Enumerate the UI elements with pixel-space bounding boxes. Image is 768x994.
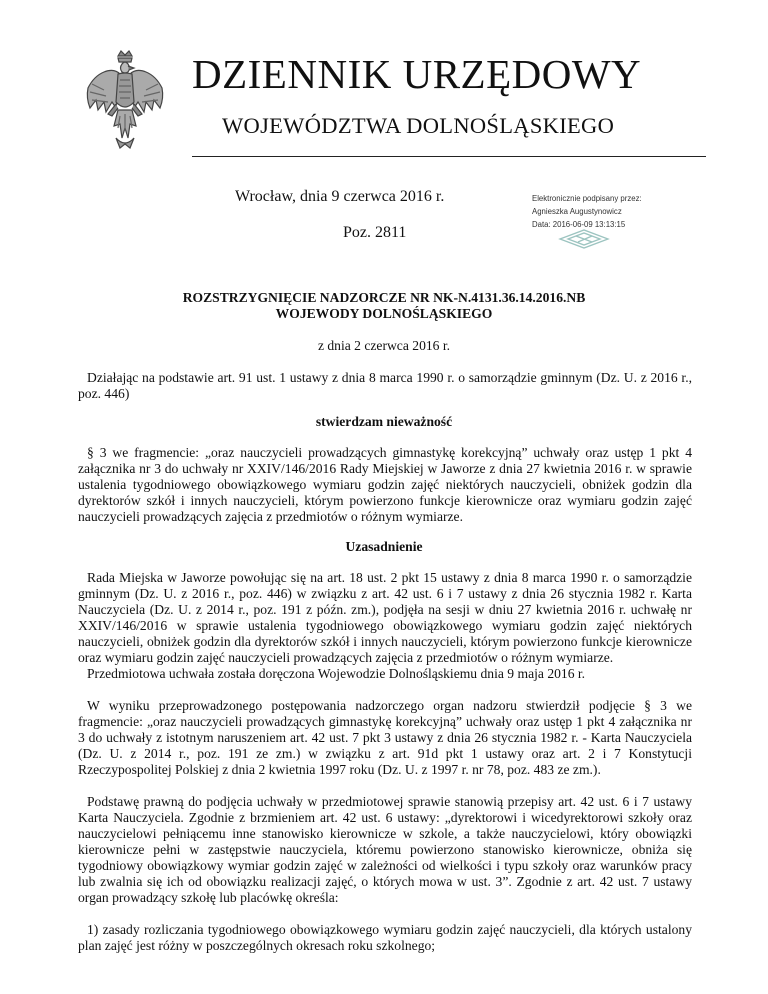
journal-title: DZIENNIK URZĘDOWY xyxy=(192,51,642,97)
document-title-line-2: WOJEWODY DOLNOŚLĄSKIEGO xyxy=(275,306,493,321)
header-divider xyxy=(192,156,706,157)
position-number: Poz. 2811 xyxy=(343,224,407,241)
document-date: z dnia 2 czerwca 2016 r. xyxy=(317,338,451,353)
document-title-line-1: ROZSTRZYGNIĘCIE NADZORCZE NR NK-N.4131.36.14.2016.NB xyxy=(182,290,586,305)
signature-date: Data: 2016-06-09 13:13:15 xyxy=(532,220,626,229)
electronic-signature-block xyxy=(532,192,642,231)
signature-verification-icon xyxy=(556,228,612,250)
decision-paragraph: § 3 we fragmencie: „oraz nauczycieli prowadzących gimnastykę korekcyjną” uchwały oraz ustęp 1 pkt 4 załącznika nr 3 do uchwały nr XXIV/146/2016 Rady Miejskiej w Jaworze z dnia 27 kwietnia 2016 r. w sprawie ustalenia tygodniowego obowiązkowego wymiaru godzin zajęć niektórych nauczycieli, obniżek godzin dla dyrektorów szkół i innych nauczycieli, którym powierzono funkcje kierownicze oraz wymiaru godzin zajęć nauczycieli prowadzących zajęcia z przedmiotów o różnym wymiarze. xyxy=(78,445,692,524)
legal-basis-paragraph: Działając na podstawie art. 91 ust. 1 ustawy z dnia 8 marca 1990 r. o samorządzie gminnym (Dz. U. z 2016 r., poz. 446) xyxy=(78,370,692,401)
justification-paragraph-2: Przedmiotowa uchwała została doręczona Wojewodzie Dolnośląskiemu dnia 9 maja 2016 r. xyxy=(87,666,586,681)
justification-paragraph-3: W wyniku przeprowadzonego postępowania nadzorczego organ nadzoru stwierdził podjęcie § 3 we fragmencie: „oraz nauczycieli prowadzących gimnastykę korekcyjną” uchwały oraz ustęp 1 pkt 4 załącznika nr 3 do uchwały z istotnym naruszeniem art. 42 ust. 7 pkt 3 ustawy z dnia 26 stycznia 1982 r. - Karta Nauczyciela (Dz. U. z 2014 r., poz. 191 ze zm.) w związku z art. 91d pkt 1 ustawy oraz art. 2 i 7 Konstytucji Rzeczypospolitej Polskiej z dnia 2 kwietnia 1997 roku (Dz. U. z 1997 r. nr 78, poz. 483 ze zm.). xyxy=(78,698,692,777)
place-and-date: Wrocław, dnia 9 czerwca 2016 r. xyxy=(235,188,445,205)
signature-caption: Elektronicznie podpisany przez: xyxy=(532,194,642,203)
signer-name: Agnieszka Augustynowicz xyxy=(532,207,622,216)
justification-paragraph-1: Rada Miejska w Jaworze powołując się na art. 18 ust. 2 pkt 15 ustawy z dnia 8 marca 1990 r. o samorządzie gminnym (Dz. U. z 2016 r., poz. 446) w związku z art. 42 ust. 6 i 7 ustawy z dnia 26 stycznia 1982 r. Karta Nauczyciela (Dz. U. z 2014 r., poz. 191 z późn. zm.), podjęła na sesji w dniu 27 kwietnia 2016 r. uchwałę nr XXIV/146/2016 w sprawie ustalenia tygodniowego obowiązkowego wymiaru godzin zajęć niektórych nauczycieli, obniżek godzin dla dyrektorów szkół i innych nauczycieli, którym powierzono funkcje kierownicze oraz wymiaru godzin zajęć nauczycieli prowadzących zajęcia z przedmiotów o różnym wymiarze. xyxy=(78,570,692,665)
document-title xyxy=(0,290,768,322)
polish-eagle-emblem-icon xyxy=(84,50,166,152)
decision-heading: stwierdzam nieważność xyxy=(315,414,453,429)
justification-paragraph-4: Podstawę prawną do podjęcia uchwały w przedmiotowej sprawie stanowią przepisy art. 42 ust. 6 i 7 ustawy Karta Nauczyciela. Zgodnie z brzmieniem art. 42 ust. 6 ustawy: „dyrektorowi i wicedyrektorowi szkoły oraz nauczycielowi pełniącemu inne stanowisko kierownicze w szkole, a także nauczycielowi, który obowiązki kierownicze pełni w zastępstwie nauczyciela, któremu powierzono stanowisko kierownicze, obniża się tygodniowy obowiązkowy wymiar godzin zajęć w zależności od wielkości i typu szkoły oraz warunków pracy lub zwalnia się ich od obowiązku realizacji zajęć, o których mowa w ust. 3”. Zgodnie z art. 42 ust. 7 ustawy organ prowadzący szkołę lub placówkę określa: xyxy=(78,794,692,905)
justification-paragraph-5: 1) zasady rozliczania tygodniowego obowiązkowego wymiaru godzin zajęć nauczycieli, dla których ustalony plan zajęć jest różny w poszczególnych okresach roku szkolnego; xyxy=(78,922,692,953)
justification-heading: Uzasadnienie xyxy=(345,539,423,554)
journal-subtitle: WOJEWÓDZTWA DOLNOŚLĄSKIEGO xyxy=(222,113,615,138)
